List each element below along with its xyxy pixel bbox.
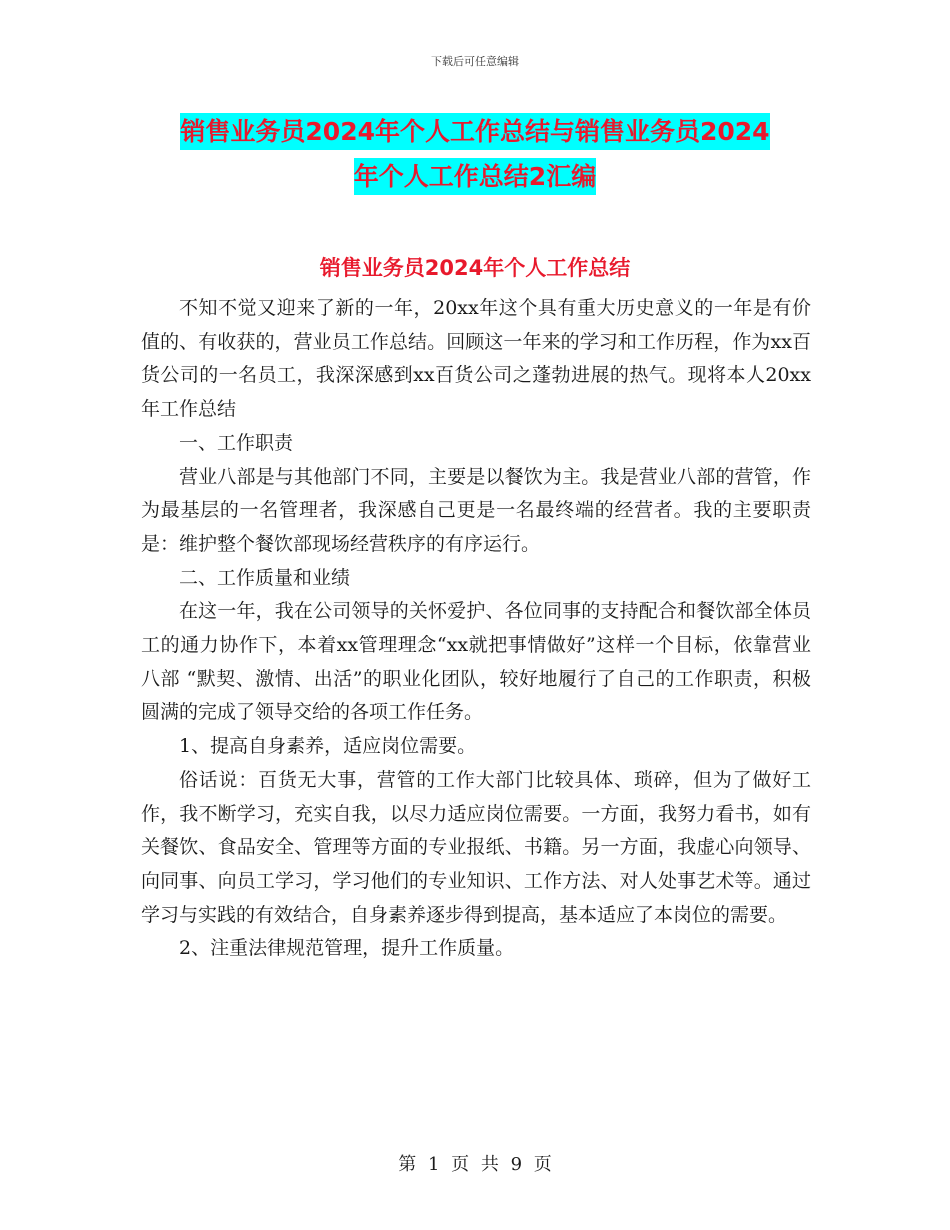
- header-note: 下载后可任意编辑: [431, 55, 519, 68]
- heading-job-duties: 一、工作职责: [179, 431, 294, 454]
- section-title: 销售业务员2024年个人工作总结: [319, 256, 631, 280]
- document-body: [141, 292, 811, 966]
- page-footer: 第 1 页 共 9 页: [398, 1154, 552, 1175]
- title-highlight-1: 销售业务员2024年个人工作总结与销售业务员2024: [180, 113, 769, 150]
- heading-quality-performance: 二、工作质量和业绩: [179, 566, 351, 589]
- document-title-line-2: [0, 157, 950, 193]
- document-title-line-1: [0, 112, 950, 148]
- title-highlight-2: 年个人工作总结2汇编: [354, 158, 596, 195]
- paragraph-duties: 营业八部是与其他部门不同，主要是以餐饮为主。我是营业八部的营管，作为最基层的一名管理者，我深感自己更是一名最终端的经营者。我的主要职责是：维护整个餐饮部现场经营秩序的有序运行。: [141, 465, 811, 555]
- paragraph-performance: 在这一年，我在公司领导的关怀爱护、各位同事的支持配合和餐饮部全体员工的通力协作下，本着xx管理理念“xx就把事情做好”这样一个目标，依靠营业八部 “默契、激情、出活”的职业化团队，较好地履行了自己的工作职责，积极圆满的完成了领导交给的各项工作任务。: [141, 600, 811, 724]
- paragraph-intro: 不知不觉又迎来了新的一年，20xx年这个具有重大历史意义的一年是有价值的、有收获的，营业员工作总结。回顾这一年来的学习和工作历程，作为xx百货公司的一名员工，我深深感到xx百货公司之蓬勃进展的热气。现将本人20xx年工作总结: [141, 297, 811, 421]
- paragraph-learning: 俗话说：百货无大事，营管的工作大部门比较具体、琐碎，但为了做好工作，我不断学习，充实自我，以尽力适应岗位需要。一方面，我努力看书，如有关餐饮、食品安全、管理等方面的专业报纸、书籍。另一方面，我虚心向领导、向同事、向员工学习，学习他们的专业知识、工作方法、对人处事艺术等。通过学习与实践的有效结合，自身素养逐步得到提高，基本适应了本岗位的需要。: [141, 768, 811, 926]
- heading-item-2: 2、注重法律规范管理，提升工作质量。: [179, 937, 515, 960]
- heading-item-1: 1、提高自身素养，适应岗位需要。: [179, 735, 477, 758]
